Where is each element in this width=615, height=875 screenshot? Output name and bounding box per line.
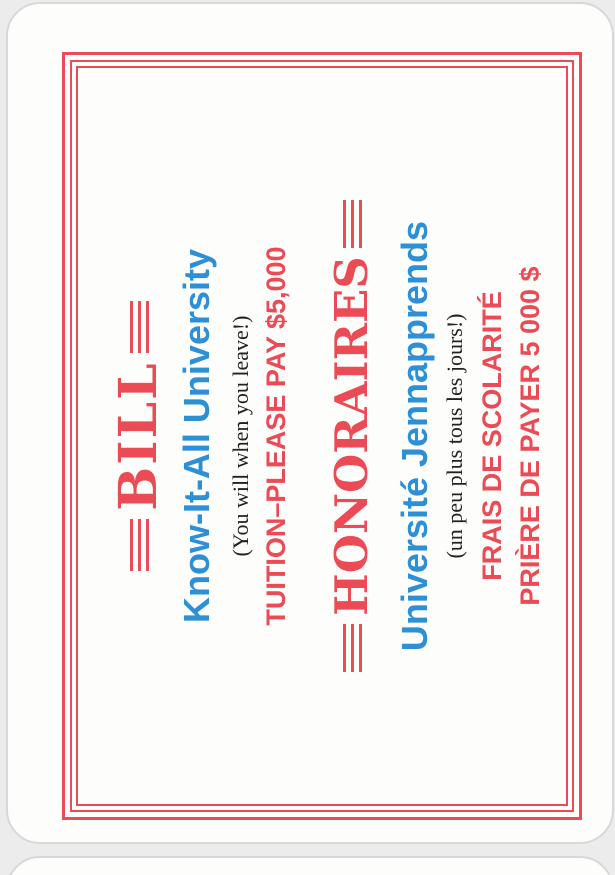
- bill-card: [6, 2, 614, 844]
- university-name-en: Know-It-All University: [176, 248, 217, 624]
- card-content-rotated: [66, 56, 578, 816]
- rule-line: [359, 200, 362, 248]
- rule-line: [146, 519, 149, 571]
- tuition-label-fr: FRAIS DE SCOLARITÉ: [477, 291, 507, 581]
- rule-line: [130, 519, 133, 571]
- title-fr-rule-right: [343, 200, 362, 248]
- title-fr-row: [324, 56, 380, 816]
- title-fr-rule-left: [343, 624, 362, 672]
- card-content: [66, 56, 578, 816]
- rule-line: [138, 301, 141, 353]
- rule-line: [138, 519, 141, 571]
- rule-line: [351, 624, 354, 672]
- rule-line: [343, 624, 346, 672]
- tuition-amount-en: TUITION–PLEASE PAY $5,000: [261, 246, 291, 626]
- rule-line: [359, 624, 362, 672]
- university-name-fr: Université Jennapprends: [394, 220, 435, 652]
- next-card-edge: [6, 856, 614, 875]
- card-title-fr: HONORAIRES: [325, 256, 378, 616]
- title-row: [108, 56, 169, 816]
- rule-line: [351, 200, 354, 248]
- tagline-fr: (un peu plus tous les jours!): [442, 313, 467, 559]
- title-rule-left: [130, 519, 149, 571]
- rule-line: [146, 301, 149, 353]
- rule-line: [343, 200, 346, 248]
- tagline-en: (You will when you leave!): [228, 315, 253, 557]
- payment-amount-fr: PRIÈRE DE PAYER 5 000 $: [515, 266, 545, 606]
- rule-line: [130, 301, 133, 353]
- card-title: BILL: [108, 361, 169, 511]
- title-rule-right: [130, 301, 149, 353]
